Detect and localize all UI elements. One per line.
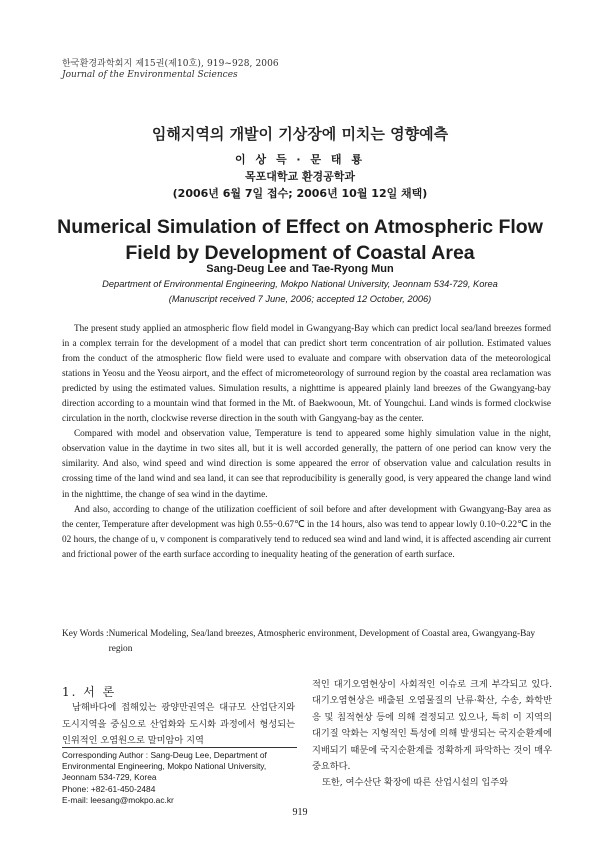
affiliation-english: Department of Environmental Engineering, Mokpo National University, Jeonnam 534-729, Korea: [102, 279, 498, 289]
intro-paragraph: 적인 대기오염현상이 사회적인 이슈로 크게 부각되고 있다. 대기오염현상은 배출된 오염물질의 난류·확산, 수송, 화학반응 및 침적현상 등에 의해 결정되고 있으나, 특히 이 지역의 대기질 악화는 지형적인 특성에 의해 발생되는 국지순환계에 지배되기 때문에 국지순환계를 정확하게 파악하는 것이 매우 중요하다.: [312, 679, 552, 773]
footnote-email: E-mail: leesang@mokpo.ac.kr: [62, 794, 174, 805]
corresponding-author-footnote: [62, 750, 298, 806]
keywords-label: Key Words :: [62, 629, 109, 639]
authors-korean: 이 상 득 · 문 태 룡: [235, 153, 365, 166]
affiliation-korean: 목포대학교 환경공학과: [244, 170, 356, 183]
intro-paragraph: 남해바다에 접해있는 광양만권역은 대규모 산업단지와 도시지역을 중심으로 산업화와 도시화 과정에서 형성되는 인위적인 오염원으로 말미암아 지역: [62, 702, 295, 746]
section-heading-introduction: 1. 서 론: [62, 685, 117, 699]
manuscript-dates: (Manuscript received 7 June, 2006; accepted 12 October, 2006): [168, 294, 432, 304]
dates-korean: (2006년 6월 7일 접수; 2006년 10월 12일 채택): [172, 187, 428, 200]
footnote-divider: [62, 747, 297, 748]
abstract-paragraph: The present study applied an atmospheric flow field model in Gwangyang-Bay which can predict local sea/land breezes formed in a complex terrain for the development of a model that can predict short term concentration of air pollution. Estimated values from the conduct of the atmospheric flow field were used to evaluate and compare with observation data of the meteorological stations in Yeosu and the Yeosu airport, and the effect of micrometeorology of surround region by the coastal area reclamation was predicted by using the estimated values. Simulation results, a nighttime is appeared plainly land breezes of the Gwangyang-bay direction according to a mountain wind that formed in the Mt. of Baekwooun, Mt. of Youngchui. Land winds is formed clockwise circulation in the north, clockwise reverse direction in the south with Gangyang-bay as the center.: [62, 324, 551, 425]
right-column: [312, 677, 552, 792]
page-number: 919: [292, 807, 308, 818]
footnote-phone: Phone: +82-61-450-2484: [62, 783, 156, 794]
journal-header-ko: 한국환경과학회지 제15권(제10호), 919~928, 2006: [62, 59, 279, 69]
intro-paragraph: 또한, 여수산단 확장에 따른 산업시설의 입주와: [322, 777, 509, 789]
title-english-line1: Numerical Simulation of Effect on Atmospheric Flow: [57, 216, 543, 238]
footnote-author: Corresponding Author : Sang-Deug Lee, Department of Environmental Engineering, Mokpo National University, Jeonnam 534-729, Korea: [62, 750, 267, 783]
journal-header-en: Journal of the Environmental Sciences: [62, 70, 238, 80]
abstract-paragraph: Compared with model and observation value, Temperature is tend to appeared some highly simulation value in the night, observation value in the daytime in two sites all, but it is well accorded generally, the pattern of one period can know very the similarity. And also, wind speed and wind direction is some appeared the error of observation value and calculation results in crossing time of the land wind and sea land, it can see that reproducibility is generally good, is very appeared the change land wind in the nighttime, the change of sea wind in the daytime.: [62, 429, 551, 500]
title-english-line2: Field by Development of Coastal Area: [125, 242, 475, 264]
left-column: [62, 700, 295, 750]
title-english: [0, 214, 600, 266]
authors-english: Sang-Deug Lee and Tae-Ryong Mun: [206, 263, 394, 275]
keywords-text: Numerical Modeling, Sea/land breezes, Atmospheric environment, Development of Coastal area, Gwangyang-Bay region: [108, 629, 536, 654]
title-korean: 임해지역의 개발이 기상장에 미치는 영향예측: [151, 125, 449, 143]
abstract-paragraph: And also, according to change of the utilization coefficient of soil before and after development with Gwangyang-Bay area as the center, Temperature after development was high 0.55~0.67℃ in the 14 hours, also was tend to appear lowly 0.10~0.22℃ in the 02 hours, the change of u, v component is comparatively tend to reduced sea wind and land wind, it is affected ascending air current and frictional power of the earth surface according to inequality heating of the generation of earth surface.: [62, 504, 551, 560]
keywords: [62, 627, 551, 657]
abstract: [62, 322, 551, 563]
